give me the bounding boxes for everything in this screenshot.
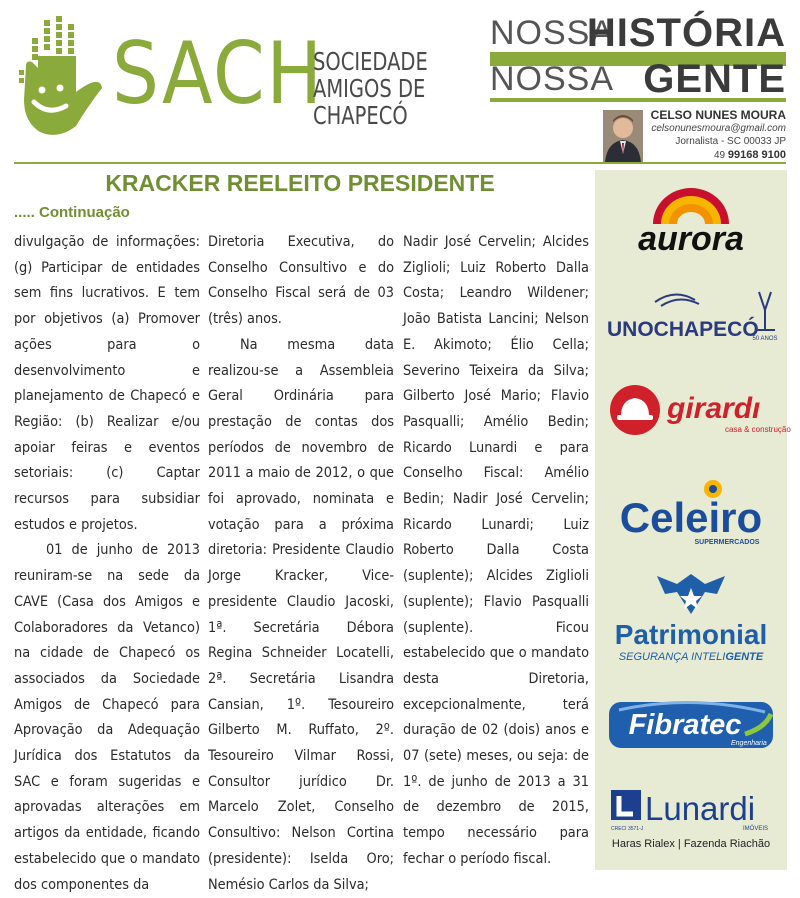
logo-name-line-2: AMIGOS DE — [313, 74, 426, 103]
title-word-gente: GENTE — [643, 57, 786, 101]
patrimonial-logo-icon — [595, 570, 787, 666]
sponsor-lunardi — [595, 784, 787, 834]
article-column-1 — [14, 230, 200, 898]
lunardi-creci: CRECI 3571-J — [611, 826, 644, 832]
article-continuation-label: ..... Continuação — [14, 204, 130, 221]
celeiro-tagline: SUPERMERCADOS — [694, 539, 760, 546]
header-divider — [14, 162, 786, 164]
article-paragraph: divulgação de informações: (g) Participar de entidades sem fins lucrativos. E tem por objetivos (a) Promover ações para o desenvolvimento e planejamento de Chapecó e Região: (b) Realizar e/ou apoiar feiras e eventos setoriais: (c) Captar recursos para subsidiar estudos e projetos. — [14, 234, 200, 533]
fibratec-tagline: Engenharia — [731, 740, 767, 747]
author-phone-prefix: 49 — [713, 150, 726, 161]
logo-name-line-1: SOCIEDADE — [313, 47, 428, 76]
page-header — [0, 0, 800, 168]
girardi-tagline: casa & construção — [725, 425, 791, 434]
article-headline: KRACKER REELEITO PRESIDENTE — [105, 170, 495, 196]
sponsor-footer-note: Haras Rialex | Fazenda Riachão — [611, 838, 771, 850]
title-word-nossa-1: NOSSA — [490, 14, 615, 52]
logo-name-line-3: CHAPECÓ — [313, 101, 408, 130]
article-paragraph: Diretoria Executiva, do Conselho Consultivo e do Conselho Fiscal será de 03 (três) anos. — [208, 234, 394, 328]
sponsor-celeiro — [595, 476, 787, 550]
logo-full-name — [313, 48, 443, 129]
author-role: Jornalista - SC 00033 JP — [675, 136, 786, 147]
title-line-history — [490, 10, 786, 56]
aurora-logo-icon — [595, 184, 787, 256]
fibratec-logo-icon — [595, 698, 787, 754]
author-phone-number: 99168 9100 — [727, 149, 786, 161]
unochapeco-badge: 50 ANOS — [752, 336, 778, 342]
sponsor-girardi — [595, 382, 791, 442]
svg-text:SEGURANÇA INTELIGENTE — [619, 651, 764, 663]
unochapeco-wordmark: UNOCHAPECÓ — [607, 318, 759, 341]
sponsor-panel — [595, 170, 791, 870]
author-phone — [650, 149, 786, 161]
celeiro-logo-icon — [595, 476, 787, 550]
title-line-gente — [490, 56, 786, 102]
patrimonial-tagline-b: GENTE — [725, 651, 764, 663]
article-paragraph: 01 de junho de 2013 reuniram-se na sede da CAVE (Casa dos Amigos e Colaboradores da Vetanco) na cidade de Chapecó os associados da Sociedade Amigos de Chapecó para Aprovação da Adequação Jurídica dos Estatutos da SAC e foram sugeridas e aprovadas alterações em artigos da entidade, ficando estabelecido que o mandato dos componentes da — [14, 542, 200, 893]
patrimonial-tagline-a: SEGURANÇA INTELI — [618, 651, 726, 663]
sponsor-unochapeco — [595, 282, 787, 346]
title-word-historia: HISTÓRIA — [586, 11, 786, 55]
title-word-nossa-2: NOSSA — [490, 60, 615, 98]
author-email: celsonunesmoura@gmail.com — [651, 123, 786, 134]
logo-acronym: SACH — [112, 24, 324, 124]
fibratec-wordmark: Fibratec — [628, 709, 742, 741]
lunardi-logo-icon — [595, 784, 787, 834]
sponsor-aurora — [595, 184, 787, 256]
sponsor-fibratec — [595, 698, 787, 754]
article-column-3 — [403, 230, 589, 873]
girardi-logo-icon — [595, 382, 791, 442]
lunardi-wordmark: Lunardi — [645, 790, 756, 827]
sponsor-patrimonial — [595, 570, 787, 666]
lunardi-tagline: IMÓVEIS — [743, 826, 769, 832]
author-name: CELSO NUNES MOURA — [650, 108, 786, 122]
patrimonial-wordmark: Patrimonial — [614, 619, 768, 650]
aurora-wordmark: aurora — [638, 220, 744, 258]
hand-logo-icon — [14, 10, 106, 140]
unochapeco-logo-icon — [595, 282, 787, 346]
article-column-2 — [208, 230, 394, 898]
article-paragraph: Nadir José Cervelin; Alcides Ziglioli; Luiz Roberto Dalla Costa; Leandro Wildener; João Batista Lancini; Nelson E. Akimoto; Élio Cella; Severino Teixeira da Silva; Gilberto José Mario; Flavio Pasqualli; Amélio Bedin; Ricardo Lunardi e para Conselho Fiscal: Amélio Bedin; Nadir José Cervelin; Ricardo Lunardi; Luiz Roberto Dalla Costa (suplente); Alcides Ziglioli (suplente); Flavio Pasqualli (suplente). Ficou estabelecido que o mandato desta Diretoria, excepcionalmente, terá duração de 02 (dois) anos e 07 (sete) meses, ou seja: de 1º. de junho de 2013 a 31 de dezembro de 2015, tempo necessário para fechar o período fiscal. — [403, 234, 589, 867]
article-paragraph: Na mesma data realizou-se a Assembleia Geral Ordinária para prestação de contas dos períodos de novembro de 2011 a maio de 2012, o que foi aprovado, nominata e votação para a próxima diretoria: Presidente Claudio Jorge Kracker, Vice-presidente Claudio Jacoski, 1ª. Secretária Débora Regina Schneider Locatelli, 2ª. Secretária Lisandra Cansian, 1º. Tesoureiro Gilberto M. Ruffato, 2º. Tesoureiro Vilmar Rossi, Consultor jurídico Dr. Marcelo Zolet, Conselho Consultivo: Nelson Cortina (presidente): Iselda Oro; Nemésio Carlos da Silva; — [208, 336, 394, 893]
celeiro-wordmark: Celeiro — [619, 494, 763, 541]
section-title — [490, 10, 786, 102]
author-photo — [603, 110, 643, 162]
girardi-wordmark: girardı — [667, 392, 761, 425]
